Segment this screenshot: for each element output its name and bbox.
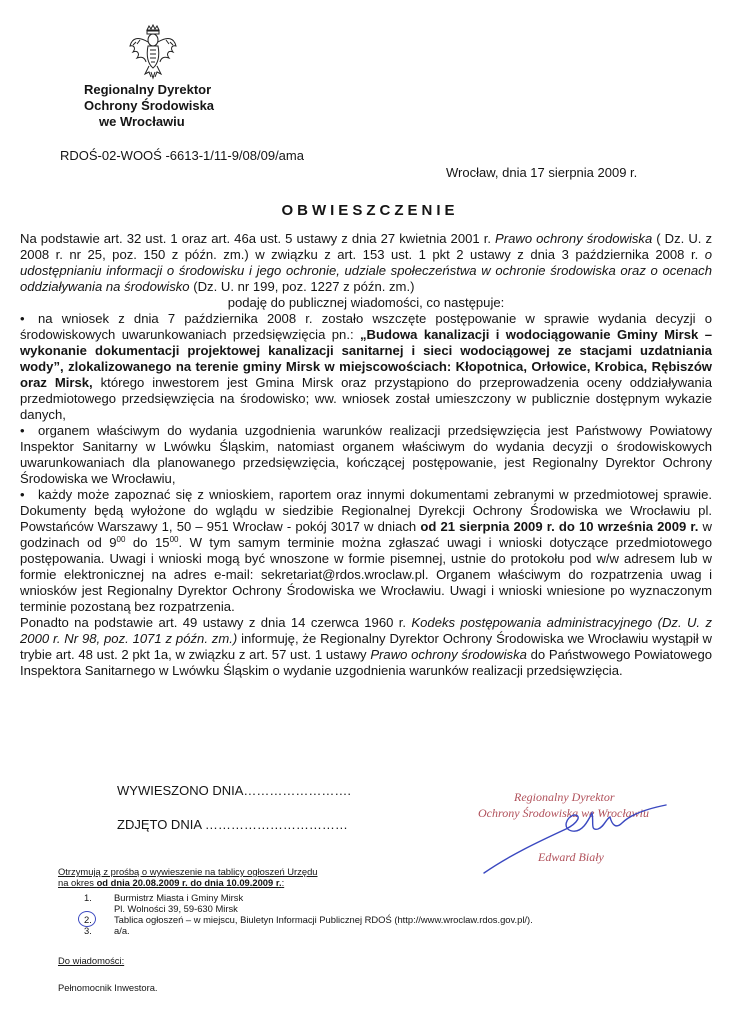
for-information-label: Do wiadomości:: [58, 955, 125, 966]
bullet-3: • każdy może zapoznać się z wnioskiem, raportem oraz innymi dokumentami zebranymi w przedmiotowej sprawie. Dokumenty będą wyłożone do wglądu w siedzibie Regionalnej Dyrekcji Ochrony Środowiska we Wrocławiu pl. Powstańców Warszawy 1, 50 – 951 Wrocław - pokój 3017 w dniach od 21 sierpnia 2009 r. do 10 września 2009 r. w godzinach od $9^{00}$ do $15^{00}$. W tym samym terminie można zgłaszać uwagi i wnioski dotyczące przedmiotowego postępowania. Uwagi i wnioski mogą być wnoszone w formie pisemnej, ustnie do protokołu pod w/w adresem lub w formie elektronicznej na adres e-mail: sekretariat@rdos.wroclaw.pl. Organem właściwym do rozpatrzenia uwag i wniosków jest Regionalny Dyrektor Ochrony Środowiska we Wrocławiu. Uwagi i wnioski wniesione po wyznaczonym terminie pozostaną bez rozpatrzenia.: [20, 487, 712, 614]
recipient-2: 2. Tablica ogłoszeń – w miejscu, Biuletyn Informacji Publicznej RDOŚ (http://www.wroclaw.rdos.gov.pl/).: [58, 914, 318, 925]
stamp-name: Edward Biały: [538, 850, 604, 864]
bullet-icon: •: [20, 487, 25, 502]
bullet-2: • organem właściwym do wydania uzgodnienia warunków realizacji przedsięwzięcia jest Państwowy Powiatowy Inspektor Sanitarny w Lwówku Śląskim, natomiast organem właściwym do wydania decyzji o środowiskowych uwarunkowaniach dla planowanego przedsięwzięcia, kończącej postępowanie, jest Regionalny Dyrektor Ochrony Środowiska we Wrocławiu,: [20, 423, 712, 486]
stamp-line-1: Regionalny Dyrektor: [514, 790, 615, 804]
authority-line-3: we Wrocławiu: [99, 114, 185, 129]
bullet-1: • na wniosek z dnia 7 października 2008 r. zostało wszczęte postępowanie w sprawie wydania decyzji o środowiskowych uwarunkowaniach przedsięwzięcia pn.: „Budowa kanalizacji i wodociągowanie Gminy Mirsk – wykonanie dokumentacji projektowej kanalizacji sanitarnej i sieci wodociągowej ze stacjami uzdatniania wody”, zlokalizowanego na terenie gminy Mirsk w miejscowościach: Kłopotnica, Orłowice, Krobica, Rębiszów oraz Mirsk, którego inwestorem jest Gmina Mirsk oraz przystąpiono do przeprowadzenia oceny oddziaływania przedmiotowego przedsięwzięcia na środowisko; ww. wniosek został umieszczony w publicznie dostępnym wykazie danych,: [20, 311, 712, 422]
authority-line-1: Regionalny Dyrektor: [84, 82, 212, 97]
authority-header: [84, 82, 214, 130]
legal-basis-paragraph: Na podstawie art. 32 ust. 1 oraz art. 46a ust. 5 ustawy z dnia 27 kwietnia 2001 r. Prawo ochrony środowiska ( Dz. U. z 2008 r. nr 25, poz. 150 z późn. zm.) w związku z art. 153 ust. 1 pkt 2 ustawy z dnia 3 października 2008 r. o udostępnianiu informacji o środowisku i jego ochronie, udziale społeczeństwa w ochronie środowiska oraz o ocenach oddziaływania na środowisko (Dz. U. nr 199, poz. 1227 z późn. zm.): [20, 231, 712, 294]
handwritten-signature: [470, 785, 670, 885]
recipient-1: 1. Burmistrz Miasta i Gminy Mirsk: [84, 892, 244, 903]
recipient-3: 3. a/a.: [84, 925, 130, 936]
bullet-icon: •: [20, 423, 25, 438]
eagle-emblem-icon: [128, 24, 178, 80]
recipients-header-1: Otrzymują z prośbą o wywieszenie na tablicy ogłoszeń Urzędu: [58, 866, 318, 877]
recipients-header-2: na okres od dnia 20.08.2009 r. do dnia 10.09.2009 r.:: [58, 877, 285, 888]
recipient-1-address: Pl. Wolności 39, 59-630 Mirsk: [114, 903, 238, 914]
posted-date-field: WYWIESZONO DNIA…………………….: [117, 783, 351, 798]
document-title: OBWIESZCZENIE: [281, 202, 459, 219]
announcement-line: podaję do publicznej wiadomości, co następuje:: [227, 295, 505, 310]
place-date: Wrocław, dnia 17 sierpnia 2009 r.: [446, 165, 638, 180]
recipients-section: [58, 866, 533, 936]
document-body: [20, 231, 712, 679]
investor-proxy-label: Pełnomocnik Inwestora.: [58, 982, 158, 993]
bullet-icon: •: [20, 311, 25, 326]
final-paragraph: Ponadto na podstawie art. 49 ustawy z dnia 14 czerwca 1960 r. Kodeks postępowania administracyjnego (Dz. U. z 2000 r. Nr 98, poz. 1071 z późn. zm.) informuję, że Regionalny Dyrektor Ochrony Środowiska we Wrocławiu wystąpił w trybie art. 48 ust. 2 pkt 1a, w związku z art. 57 ust. 1 ustawy Prawo ochrony środowiska do Państwowego Powiatowego Inspektora Sanitarnego w Lwówku Śląskim o wydanie uzgodnienia warunków realizacji przedsięwzięcia.: [20, 615, 713, 678]
removed-date-field: ZDJĘTO DNIA ……………………………: [117, 817, 348, 832]
stamp-line-2: Ochrony Środowiska we Wrocławiu: [478, 806, 649, 820]
reference-number: RDOŚ-02-WOOŚ -6613-1/11-9/08/09/ama: [60, 148, 304, 163]
authority-line-2: Ochrony Środowiska: [84, 98, 215, 113]
